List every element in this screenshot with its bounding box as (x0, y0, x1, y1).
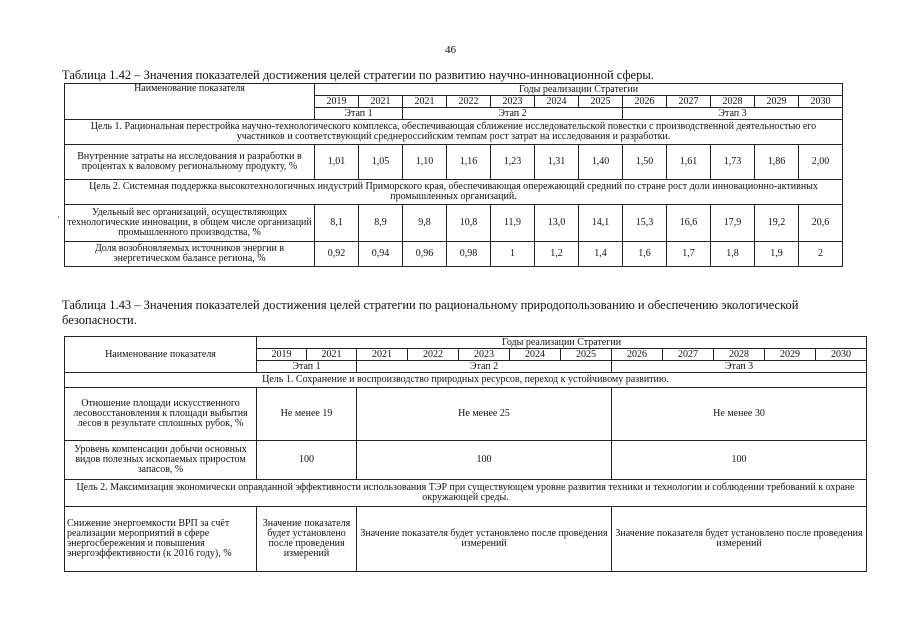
value-cell: Значение показателя будет установлено после проведения измерений (257, 507, 357, 572)
goal-2-text: Цель 2. Максимизация экономически оправданной эффективности использования ТЭР при существующем уровне развития техники и технологии и соблюдении требований к охране окружающей среды. (65, 480, 867, 507)
year-cell: 2021 (403, 96, 447, 108)
year-cell: 2030 (799, 96, 843, 108)
year-cell: 2026 (623, 96, 667, 108)
table-1-43 (64, 336, 867, 572)
table-row (65, 388, 867, 441)
value-cell: 1,7 (667, 242, 711, 267)
stage-cell: Этап 2 (403, 108, 623, 120)
value-cell: 1,05 (359, 145, 403, 180)
value-cell: 1,9 (755, 242, 799, 267)
indicator-name: Уровень компенсации добычи основных видов полезных ископаемых приростом запасов, % (65, 441, 257, 480)
year-cell: 2027 (663, 349, 714, 361)
table2-caption: Таблица 1.43 – Значения показателей достижения целей стратегии по рациональному природопользованию и обеспечению экологической безопасности. (62, 298, 799, 327)
value-cell: 0,94 (359, 242, 403, 267)
value-cell: 10,8 (447, 205, 491, 242)
table-row (65, 441, 867, 480)
value-cell: 1,73 (711, 145, 755, 180)
value-cell: 1,6 (623, 242, 667, 267)
year-cell: 2024 (510, 349, 561, 361)
value-cell: 16,6 (667, 205, 711, 242)
page-number: 46 (445, 44, 456, 56)
year-cell: 2029 (755, 96, 799, 108)
value-cell: Не менее 25 (357, 388, 612, 441)
value-cell: Не менее 30 (612, 388, 867, 441)
year-cell: 2028 (714, 349, 765, 361)
value-cell: 1,50 (623, 145, 667, 180)
value-cell: 13,0 (535, 205, 579, 242)
table-row (65, 205, 843, 242)
value-cell: 11,9 (491, 205, 535, 242)
value-cell: 0,98 (447, 242, 491, 267)
stage-cell: Этап 2 (357, 361, 612, 373)
year-cell: 2023 (459, 349, 510, 361)
table-row (65, 337, 867, 349)
year-cell: 2024 (535, 96, 579, 108)
value-cell: 1,4 (579, 242, 623, 267)
year-cell: 2019 (315, 96, 359, 108)
table-row (65, 480, 867, 507)
value-cell: 0,92 (315, 242, 359, 267)
year-cell: 2022 (408, 349, 459, 361)
table-row (65, 373, 867, 388)
goal-1-text: Цель 1. Сохранение и воспроизводство природных ресурсов, переход к устойчивому развитию. (65, 373, 867, 388)
value-cell: 15,3 (623, 205, 667, 242)
year-cell: 2028 (711, 96, 755, 108)
year-cell: 2023 (491, 96, 535, 108)
value-cell: Не менее 19 (257, 388, 357, 441)
header-years-title: Годы реализации Стратегии (315, 84, 843, 96)
year-cell: 2021 (359, 96, 403, 108)
value-cell: 100 (357, 441, 612, 480)
value-cell: 1,31 (535, 145, 579, 180)
year-cell: 2021 (307, 349, 357, 361)
year-cell: 2019 (257, 349, 307, 361)
value-cell: 1,23 (491, 145, 535, 180)
year-cell: 2029 (765, 349, 816, 361)
value-cell: Значение показателя будет установлено после проведения измерений (612, 507, 867, 572)
year-cell: 2022 (447, 96, 491, 108)
value-cell: 8,1 (315, 205, 359, 242)
table-row (65, 507, 867, 572)
value-cell: 1 (491, 242, 535, 267)
stage-cell: Этап 3 (623, 108, 843, 120)
header-years-title: Годы реализации Стратегии (257, 337, 867, 349)
value-cell: 14,1 (579, 205, 623, 242)
year-cell: 2026 (612, 349, 663, 361)
indicator-name: Доля возобновляемых источников энергии в энергетическом балансе региона, % (65, 242, 315, 267)
value-cell: 100 (257, 441, 357, 480)
header-name: Наименование показателя (65, 337, 257, 373)
indicator-name: Внутренние затраты на исследования и разработки в процентах к валовому региональному продукту, % (65, 145, 315, 180)
year-cell: 2025 (579, 96, 623, 108)
table-row (65, 120, 843, 145)
header-name: Наименование показателя (65, 84, 315, 120)
value-cell: 20,6 (799, 205, 843, 242)
stage-cell: Этап 3 (612, 361, 867, 373)
value-cell: 1,40 (579, 145, 623, 180)
year-cell: 2027 (667, 96, 711, 108)
value-cell: 1,8 (711, 242, 755, 267)
table-1-42 (64, 83, 843, 267)
value-cell: 17,9 (711, 205, 755, 242)
value-cell: 0,96 (403, 242, 447, 267)
table1-caption: Таблица 1.42 – Значения показателей достижения целей стратегии по развитию научно-инновационной сферы. (62, 68, 654, 82)
value-cell: 8,9 (359, 205, 403, 242)
value-cell: 100 (612, 441, 867, 480)
table-row (65, 180, 843, 205)
value-cell: 19,2 (755, 205, 799, 242)
value-cell: 1,61 (667, 145, 711, 180)
value-cell: 2 (799, 242, 843, 267)
value-cell: 1,16 (447, 145, 491, 180)
table-row (65, 84, 843, 96)
value-cell: 1,10 (403, 145, 447, 180)
indicator-name: Отношение площади искусственного лесовосстановления к площади выбытия лесов в результате сплошных рубок, % (65, 388, 257, 441)
value-cell: 9,8 (403, 205, 447, 242)
goal-1-text: Цель 1. Рациональная перестройка научно-технологического комплекса, обеспечивающая сближение исследовательской повестки с производственной деятельностью его участников и соответствующий среднероссийским темпам рост затрат на исследования и разработки. (65, 120, 843, 145)
value-cell: 1,2 (535, 242, 579, 267)
indicator-name: Удельный вес организаций, осуществляющих технологические инновации, в общем числе организаций промышленного производства, % (65, 205, 315, 242)
year-cell: 2030 (816, 349, 867, 361)
year-cell: 2021 (357, 349, 408, 361)
value-cell: 1,86 (755, 145, 799, 180)
value-cell: 1,01 (315, 145, 359, 180)
stage-cell: Этап 1 (315, 108, 403, 120)
table-row (65, 145, 843, 180)
goal-2-text: Цель 2. Системная поддержка высокотехнологичных индустрий Приморского края, обеспечивающая опережающий средний по стране рост доли инновационно-активных промышленных организаций. (65, 180, 843, 205)
table-row (65, 242, 843, 267)
value-cell: Значение показателя будет установлено после проведения измерений (357, 507, 612, 572)
indicator-name: Снижение энергоемкости ВРП за счёт реализации мероприятий в сфере энергосбережения и повышения энергоэффективности (к 2016 году), % (65, 507, 257, 572)
value-cell: 2,00 (799, 145, 843, 180)
stage-cell: Этап 1 (257, 361, 357, 373)
stray-mark: · (57, 212, 60, 222)
year-cell: 2025 (561, 349, 612, 361)
